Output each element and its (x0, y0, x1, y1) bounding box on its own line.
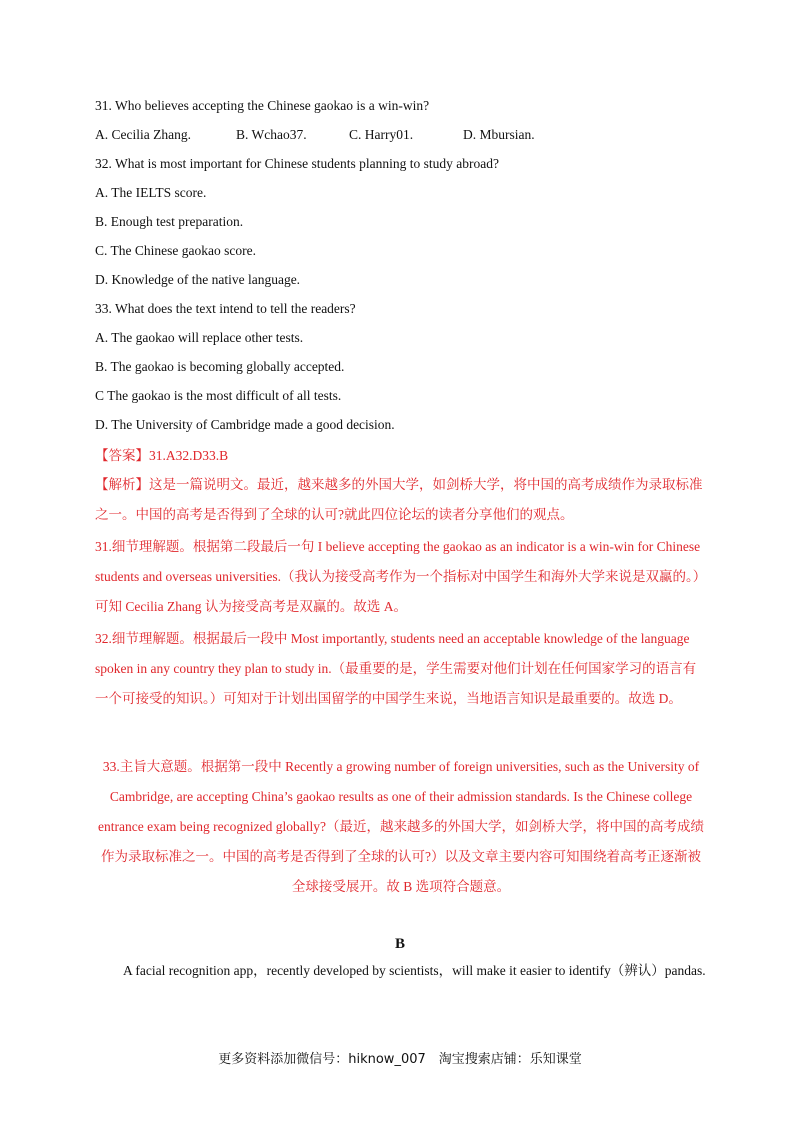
option-a: A. The IELTS score. (95, 185, 207, 200)
footer-note: 更多资料添加微信号：hiknow_007 淘宝搜索店铺：乐知课堂 (218, 1052, 582, 1067)
analysis-intro-text: 【解析】这是一篇说明文。最近，越来越多的外国大学，如剑桥大学，将中国的高考成绩作为录取标准之一。中国的高考是否得到了全球的认可?就此四位论坛的读者分享他们的观点。 (95, 477, 703, 522)
option-b: B. The gaokao is becoming globally accepted. (95, 359, 345, 374)
question-33: 33. What does the text intend to tell the readers? (95, 301, 356, 316)
question-32: 32. What is most important for Chinese students planning to study abroad? (95, 156, 499, 171)
option-b: B. Enough test preparation. (95, 214, 244, 229)
explanation-33-text: 33.主旨大意题。根据第一段中 Recently a growing number of foreign universities, such as the University of Cambridge, are accepting China’s gaokao results as one of their admission standards. Is the Chinese college entrance exam being recognized globally?（最近，越来越多的外国大学，如剑桥大学，将中国的高考成绩作为录取标准之一。中国的高考是否得到了全球的认可?）以及文章主要内容可知围绕着高考正逐渐被全球接受展开。故 B 选项符合题意。 (98, 759, 704, 894)
option-a: A. Cecilia Zhang. (95, 127, 191, 142)
explanation-33 (95, 752, 707, 902)
option-c: C. The Chinese gaokao score. (95, 243, 256, 258)
option-b: B. Wchao37. (236, 127, 307, 142)
option-d: D. Knowledge of the native language. (95, 272, 301, 287)
explanation-31 (95, 532, 707, 622)
question-31: 31. Who believes accepting the Chinese gaokao is a win-win? (95, 98, 430, 113)
passage-paragraph: A facial recognition app，recently developed by scientists，will make it easier to identify（辨认）pandas. (123, 963, 706, 978)
section-heading: B (394, 936, 405, 952)
option-c: C The gaokao is the most difficult of all tests. (95, 388, 342, 403)
option-d: D. Mbursian. (463, 127, 535, 142)
answer-key: 【答案】31.A32.D33.B (95, 448, 229, 463)
explanation-32 (95, 624, 707, 714)
option-a: A. The gaokao will replace other tests. (95, 330, 304, 345)
explanation-32-text: 32.细节理解题。根据最后一段中 Most importantly, students need an acceptable knowledge of the language spoken in any country they plan to study in.（最重要的是，学生需要对他们计划在任何国家学习的语言有一个可接受的知识。）可知对于计划出国留学的中国学生来说，当地语言知识是最重要的。故选 D。 (95, 631, 697, 706)
explanation-31-text: 31.细节理解题。根据第二段最后一句 I believe accepting the gaokao as an indicator is a win-win for Chinese students and overseas universities.（我认为接受高考作为一个指标对中国学生和海外大学来说是双赢的。）可知 Cecilia Zhang 认为接受高考是双赢的。故选 A。 (95, 539, 707, 614)
question-31-options (95, 126, 715, 144)
option-c: C. Harry01. (349, 127, 414, 142)
analysis-intro (95, 470, 707, 530)
option-d: D. The University of Cambridge made a good decision. (95, 417, 395, 432)
